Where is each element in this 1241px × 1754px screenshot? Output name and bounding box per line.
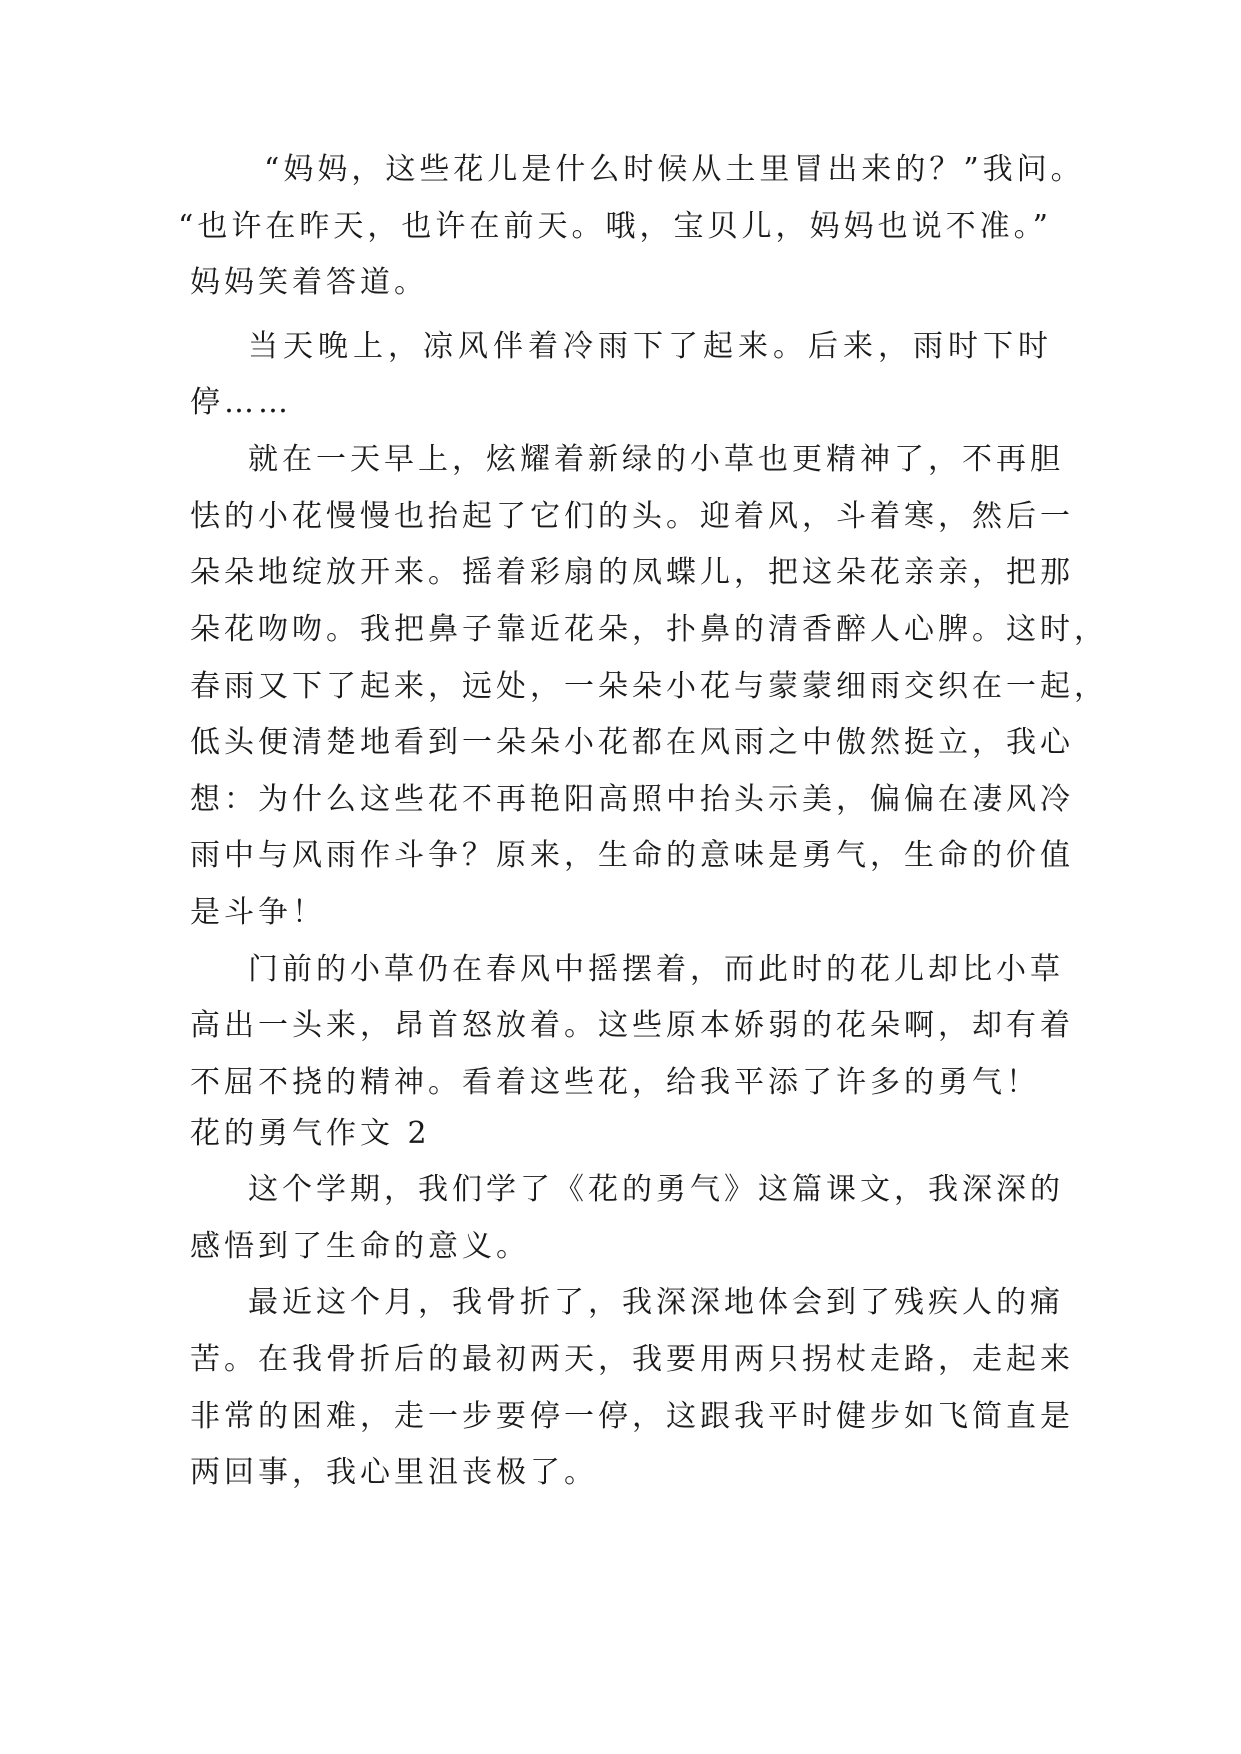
text-line: 怯的小花慢慢也抬起了它们的头。迎着风，斗着寒，然后一 bbox=[190, 499, 1074, 534]
text-line: 春雨又下了起来，远处，一朵朵小花与蒙蒙细雨交织在一起， bbox=[190, 669, 1108, 704]
text-line: 是斗争！ bbox=[190, 895, 326, 930]
text-line: 不屈不挠的精神。看着这些花，给我平添了许多的勇气！ bbox=[190, 1065, 1040, 1100]
text-line: “也许在昨天，也许在前天。哦，宝贝儿，妈妈也说不准。” bbox=[178, 209, 1052, 244]
text-line: 两回事，我心里沮丧极了。 bbox=[190, 1455, 598, 1490]
text-line: “妈妈，这些花儿是什么时候从土里冒出来的？”我问。 bbox=[264, 152, 1085, 187]
text-line: 妈妈笑着答道。 bbox=[190, 265, 428, 300]
text-line: 就在一天早上，炫耀着新绿的小草也更精神了，不再胆 bbox=[248, 442, 1064, 477]
text-line: 当天晚上，凉风伴着冷雨下了起来。后来，雨时下时 bbox=[248, 329, 1052, 364]
text-line: 最近这个月，我骨折了，我深深地体会到了残疾人的痛 bbox=[248, 1285, 1064, 1320]
text-line: 非常的困难，走一步要停一停，这跟我平时健步如飞简直是 bbox=[190, 1399, 1074, 1434]
text-line: 想：为什么这些花不再艳阳高照中抬头示美，偏偏在凄风冷 bbox=[190, 782, 1074, 817]
text-line: 感悟到了生命的意义。 bbox=[190, 1229, 530, 1264]
text-line: 低头便清楚地看到一朵朵小花都在风雨之中傲然挺立，我心 bbox=[190, 725, 1074, 760]
text-line: 雨中与风雨作斗争？原来，生命的意味是勇气，生命的价值 bbox=[190, 838, 1074, 873]
text-line: 停…… bbox=[190, 385, 292, 420]
text-line: 苦。在我骨折后的最初两天，我要用两只拐杖走路，走起来 bbox=[190, 1342, 1074, 1377]
text-line: 门前的小草仍在春风中摇摆着，而此时的花儿却比小草 bbox=[248, 952, 1064, 987]
text-line: 这个学期，我们学了《花的勇气》这篇课文，我深深的 bbox=[248, 1172, 1064, 1207]
text-line: 朵花吻吻。我把鼻子靠近花朵，扑鼻的清香醉人心脾。这时， bbox=[190, 612, 1108, 647]
text-line: 高出一头来，昂首怒放着。这些原本娇弱的花朵啊，却有着 bbox=[190, 1008, 1074, 1043]
text-line: 朵朵地绽放开来。摇着彩扇的凤蝶儿，把这朵花亲亲，把那 bbox=[190, 555, 1074, 590]
section-heading: 花的勇气作文 2 bbox=[190, 1116, 431, 1151]
